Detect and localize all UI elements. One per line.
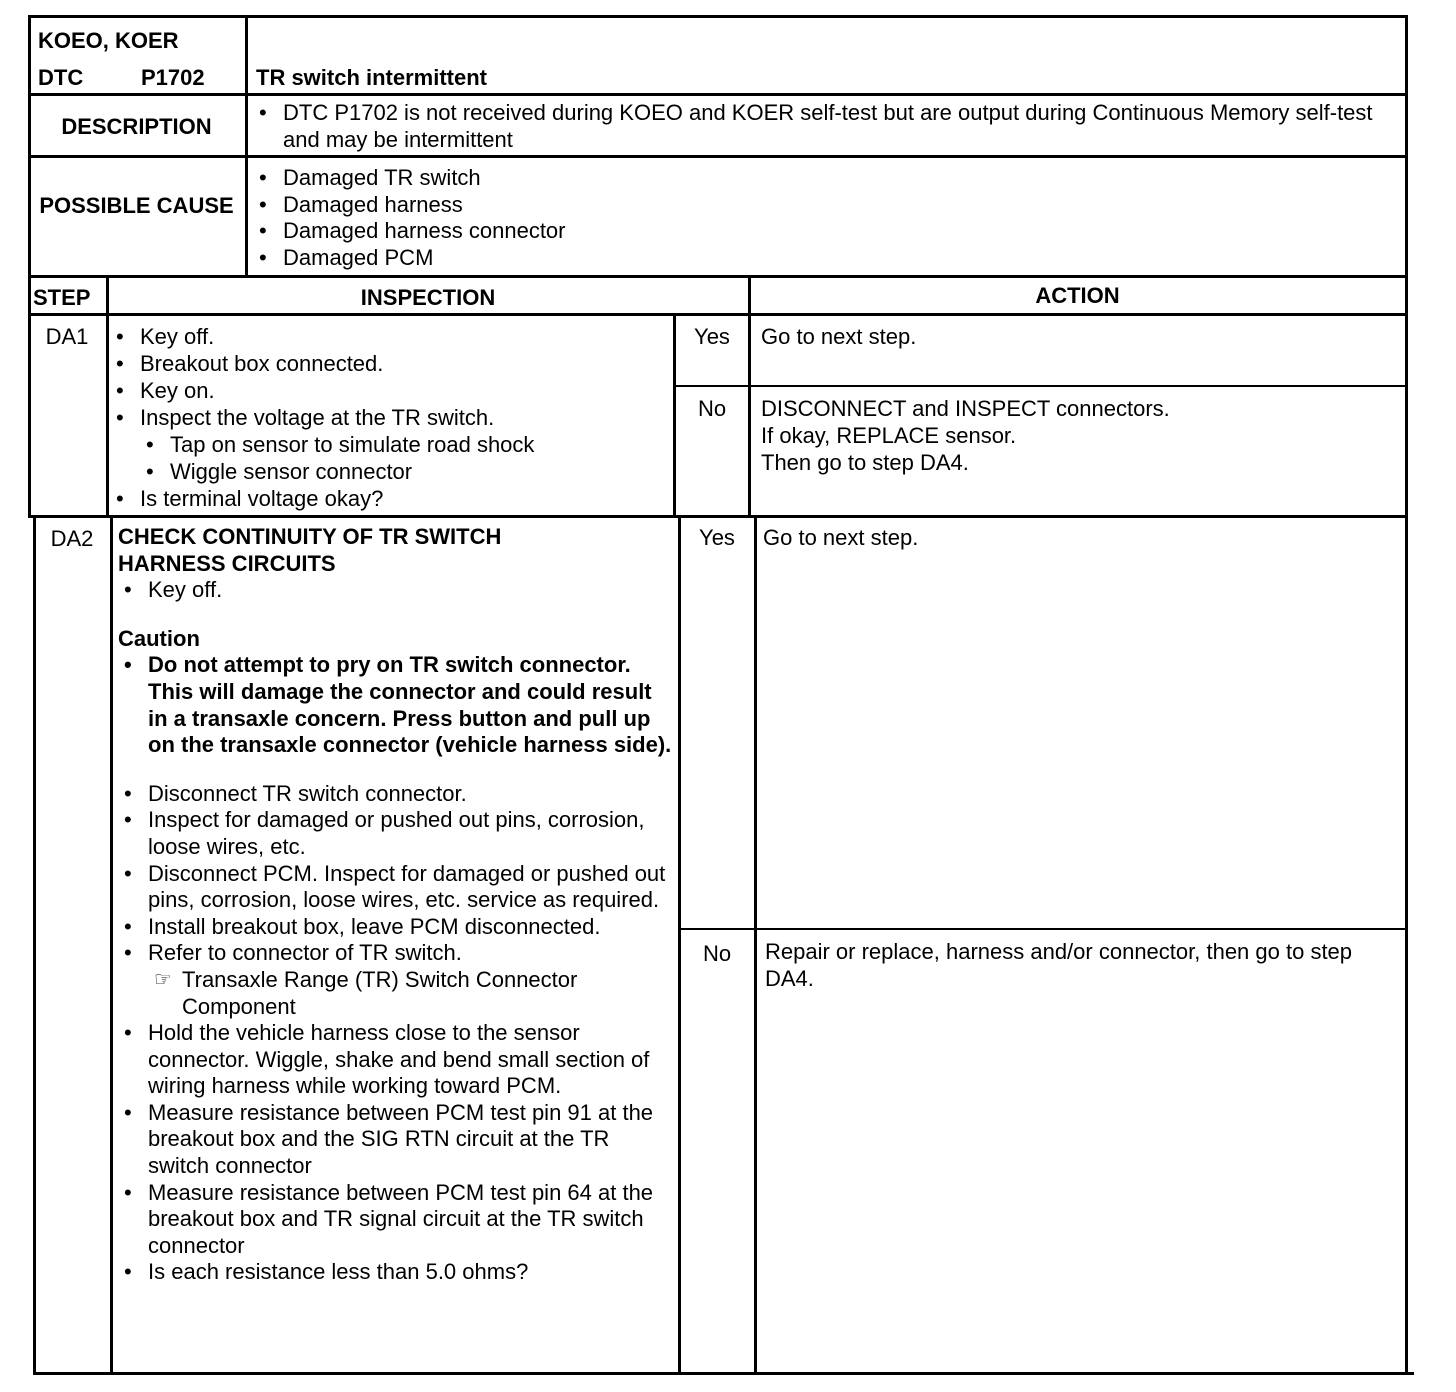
yes-action-da2: Go to next step. xyxy=(763,525,919,550)
pointing-hand-icon: ☞ xyxy=(154,968,172,991)
yes-label-da2: Yes xyxy=(699,525,735,550)
no-action-da2: Repair or replace, harness and/or connector, then go to step DA4. xyxy=(765,939,1353,991)
list-item: • Disconnect TR switch connector. xyxy=(118,781,674,808)
divider-action-column-lower xyxy=(754,515,757,1375)
list-item: • Measure resistance between PCM test pin 91 at the breakout box and the SIG RTN circuit at the TR switch connector xyxy=(118,1100,674,1180)
action-line: If okay, REPLACE sensor. xyxy=(761,423,1017,448)
list-item: • Damaged PCM xyxy=(253,245,853,272)
table-border-top xyxy=(28,15,1408,18)
no-label-da2: No xyxy=(702,941,732,966)
list-item: • Key off. xyxy=(110,323,670,350)
divider-description xyxy=(28,155,1408,158)
diagnostic-table xyxy=(28,15,1408,1375)
step-id-da2: DA2 xyxy=(50,526,94,551)
column-header-inspection: INSPECTION xyxy=(360,285,496,310)
action-line: Then go to step DA4. xyxy=(761,450,969,475)
divider-label-column xyxy=(245,15,248,275)
action-line: DISCONNECT and INSPECT connectors. xyxy=(761,396,1170,421)
divider-da2-yes-no xyxy=(678,928,1408,930)
divider-step-da1 xyxy=(28,515,1408,518)
reference-text: Transaxle Range (TR) Switch Connector Component xyxy=(182,966,578,1019)
list-item: • Damaged harness connector xyxy=(253,218,853,245)
description-text xyxy=(253,99,1393,153)
divider-header xyxy=(28,93,1408,96)
list-item: • Damaged harness xyxy=(253,192,853,219)
column-header-action: ACTION xyxy=(1035,283,1120,308)
list-item: • Hold the vehicle harness close to the sensor connector. Wiggle, shake and bend small section of wiring harness while working toward PCM. xyxy=(118,1020,674,1100)
divider-column-header xyxy=(28,313,1408,316)
table-border-bottom xyxy=(34,1372,1414,1375)
divider-step-column-lower xyxy=(110,515,113,1375)
list-item: • Damaged TR switch xyxy=(253,165,853,192)
yes-label-da1: Yes xyxy=(694,324,730,349)
inspection-da1-list xyxy=(110,323,670,431)
list-item: • Disconnect PCM. Inspect for damaged or pushed out pins, corrosion, loose wires, etc. service as required. xyxy=(118,861,674,914)
inspection-da1-sublist xyxy=(110,431,670,485)
yes-action-da1: Go to next step. xyxy=(761,324,917,349)
caution-text: • Do not attempt to pry on TR switch connector. This will damage the connector and could result in a transaxle concern. Press button and pull up on the transaxle connector (vehicle harness side). xyxy=(118,652,674,758)
list-item: • Install breakout box, leave PCM disconnected. xyxy=(118,914,674,941)
description-label: DESCRIPTION xyxy=(61,114,212,139)
inspection-da2 xyxy=(118,524,674,1286)
list-item: • Inspect the voltage at the TR switch. xyxy=(110,404,670,431)
no-action-da1 xyxy=(761,395,1391,476)
list-item: • Is each resistance less than 5.0 ohms? xyxy=(118,1259,674,1286)
list-item: • Measure resistance between PCM test pin 64 at the breakout box and TR signal circuit at the TR switch connector xyxy=(118,1180,674,1260)
inspection-da1 xyxy=(110,323,670,512)
divider-step-column xyxy=(106,275,109,515)
divider-cause xyxy=(28,275,1408,278)
dtc-label: DTC xyxy=(38,65,84,90)
list-item: • Inspect for damaged or pushed out pins, corrosion, loose wires, etc. xyxy=(118,807,674,860)
no-label-da1: No xyxy=(697,396,727,421)
table-border-left-lower xyxy=(33,515,36,1375)
dtc-title: TR switch intermittent xyxy=(256,65,488,90)
caution-list xyxy=(118,652,674,758)
list-item: • Tap on sensor to simulate road shock xyxy=(142,431,670,458)
inspection-da2-heading: CHECK CONTINUITY OF TR SWITCH HARNESS CIRCUITS xyxy=(118,524,502,576)
column-header-step: STEP xyxy=(33,285,91,310)
list-item: • Refer to connector of TR switch. xyxy=(118,940,674,967)
table-border-right xyxy=(1405,15,1408,1375)
description-list xyxy=(253,99,1393,153)
possible-cause-text xyxy=(253,165,853,271)
list-item: • Key off. xyxy=(118,577,674,604)
list-item: • Is terminal voltage okay? xyxy=(110,485,670,512)
inspection-da2-list-b xyxy=(118,1020,674,1286)
caution-label: Caution xyxy=(118,625,200,651)
list-item: • Key on. xyxy=(110,377,670,404)
table-border-left xyxy=(28,15,31,515)
possible-cause-label: POSSIBLE CAUSE xyxy=(39,193,234,218)
divider-action-column xyxy=(748,275,751,515)
reference-link[interactable] xyxy=(148,967,674,1020)
possible-cause-list xyxy=(253,165,853,271)
list-item: • Breakout box connected. xyxy=(110,350,670,377)
inspection-da2-first-list xyxy=(118,577,674,604)
mode-label: KOEO, KOER xyxy=(38,28,179,53)
inspection-da2-list-a xyxy=(118,781,674,967)
divider-da1-yes-no xyxy=(673,385,1408,387)
inspection-da1-question-list xyxy=(110,485,670,512)
dtc-code: P1702 xyxy=(141,65,205,90)
description-item: • DTC P1702 is not received during KOEO and KOER self-test but are output during Continuous Memory self-test and may be intermittent xyxy=(253,99,1393,153)
step-id-da1: DA1 xyxy=(45,324,89,349)
list-item: • Wiggle sensor connector xyxy=(142,458,670,485)
